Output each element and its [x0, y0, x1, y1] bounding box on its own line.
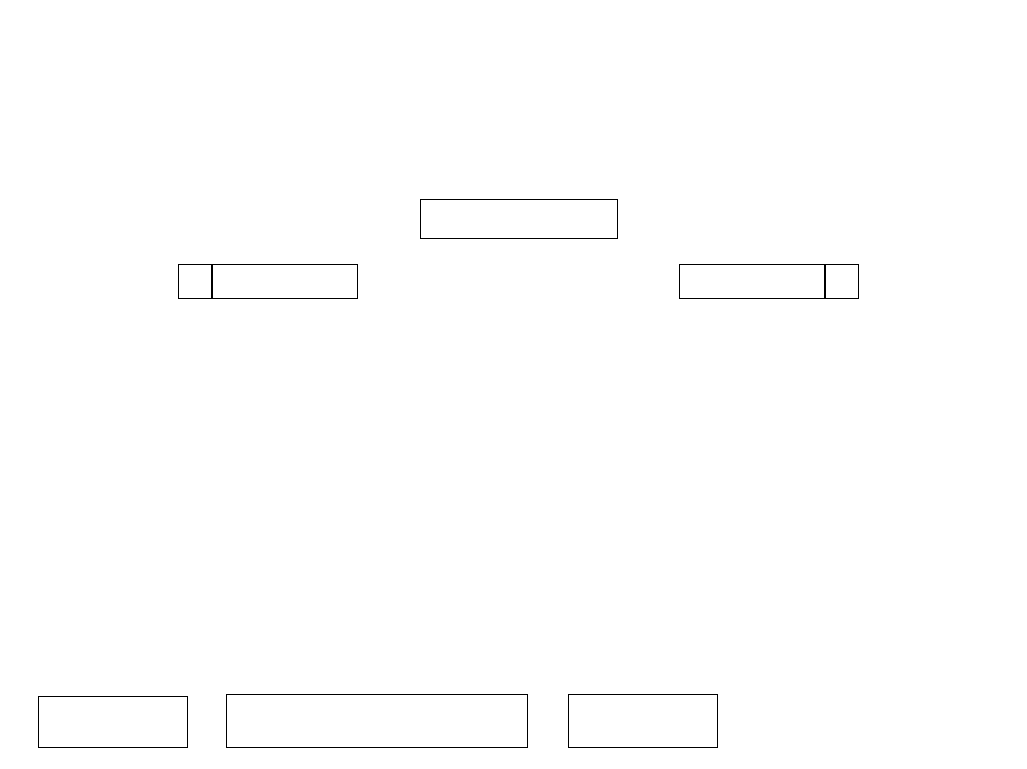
day6-schedule [226, 694, 528, 748]
final-left-box [212, 264, 358, 299]
final-right-box [679, 264, 825, 299]
final-left-score [178, 264, 212, 299]
day7-schedule [568, 694, 718, 748]
champion-box [420, 199, 618, 239]
final-right-score [825, 264, 859, 299]
assembly-time-label-box [38, 696, 188, 748]
